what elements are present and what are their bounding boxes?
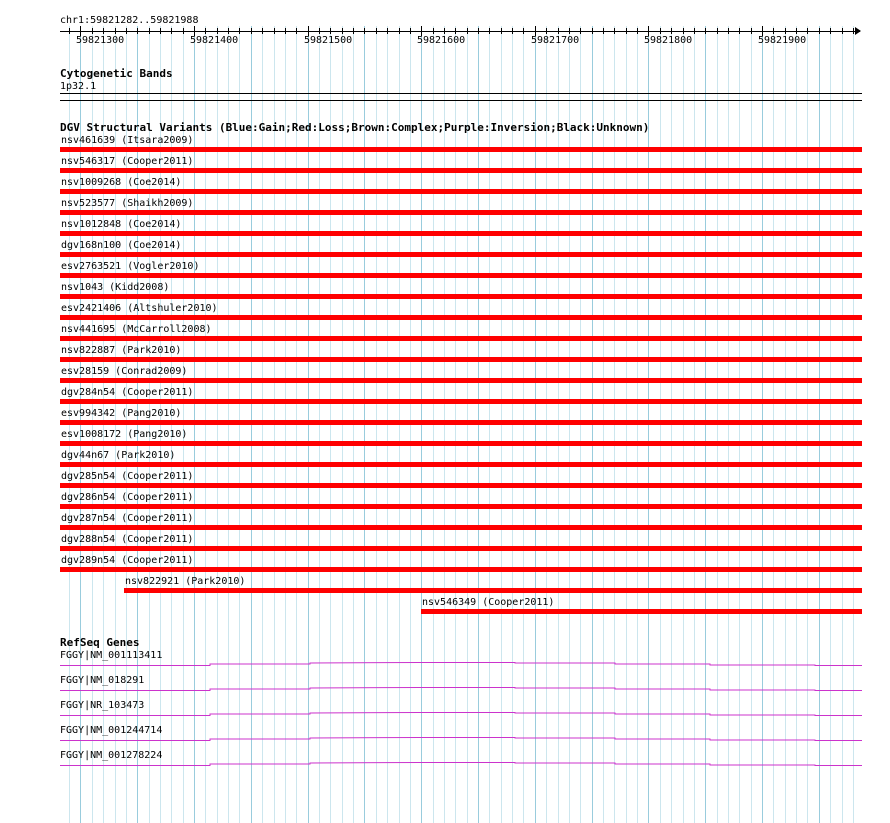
- refseq-gene-line[interactable]: [60, 763, 862, 766]
- refseq-gene-label[interactable]: FGGY|NM_001278224: [60, 750, 163, 761]
- dgv-feature-label[interactable]: nsv546349 (Cooper2011): [422, 597, 555, 608]
- ruler-tick-label: 59821300: [76, 35, 125, 46]
- dgv-feature-label[interactable]: nsv1009268 (Coe2014): [61, 177, 182, 188]
- dgv-feature-label[interactable]: esv2763521 (Vogler2010): [61, 261, 200, 272]
- dgv-feature-label[interactable]: dgv168n100 (Coe2014): [61, 240, 182, 251]
- dgv-feature-label[interactable]: dgv287n54 (Cooper2011): [61, 513, 194, 524]
- dgv-feature-label[interactable]: dgv289n54 (Cooper2011): [61, 555, 194, 566]
- dgv-feature-label[interactable]: dgv44n67 (Park2010): [61, 450, 176, 461]
- cyto-band-label: 1p32.1: [60, 81, 97, 92]
- refseq-gene-line[interactable]: [60, 663, 862, 666]
- cyto-track-title: Cytogenetic Bands: [60, 67, 173, 80]
- dgv-feature-label[interactable]: dgv286n54 (Cooper2011): [61, 492, 194, 503]
- dgv-feature-label[interactable]: nsv546317 (Cooper2011): [61, 156, 194, 167]
- ruler-tick-label: 59821900: [758, 35, 807, 46]
- dgv-feature-label[interactable]: dgv288n54 (Cooper2011): [61, 534, 194, 545]
- dgv-feature-label[interactable]: nsv1043 (Kidd2008): [61, 282, 170, 293]
- refseq-track-title: RefSeq Genes: [60, 636, 140, 649]
- ruler-tick-label: 59821700: [531, 35, 580, 46]
- refseq-gene-line[interactable]: [60, 713, 862, 716]
- refseq-gene-label[interactable]: FGGY|NM_001244714: [60, 725, 163, 736]
- dgv-feature-label[interactable]: esv28159 (Conrad2009): [61, 366, 188, 377]
- dgv-feature-label[interactable]: esv994342 (Pang2010): [61, 408, 182, 419]
- dgv-feature-label[interactable]: dgv285n54 (Cooper2011): [61, 471, 194, 482]
- refseq-gene-label[interactable]: FGGY|NM_018291: [60, 675, 145, 686]
- ruler-tick-label: 59821400: [190, 35, 239, 46]
- refseq-gene-line[interactable]: [60, 738, 862, 741]
- dgv-feature-label[interactable]: nsv822921 (Park2010): [125, 576, 246, 587]
- dgv-feature-label[interactable]: nsv1012848 (Coe2014): [61, 219, 182, 230]
- dgv-feature-label[interactable]: nsv461639 (Itsara2009): [61, 135, 194, 146]
- ruler-tick-label: 59821500: [304, 35, 353, 46]
- location-label: chr1:59821282..59821988: [60, 15, 199, 26]
- dgv-track-title: DGV Structural Variants (Blue:Gain;Red:Loss;Brown:Complex;Purple:Inversion;Black:Unknown): [60, 121, 650, 134]
- refseq-gene-label[interactable]: FGGY|NR_103473: [60, 700, 145, 711]
- dgv-feature-label[interactable]: nsv822887 (Park2010): [61, 345, 182, 356]
- dgv-feature-label[interactable]: nsv441695 (McCarroll2008): [61, 324, 212, 335]
- dgv-feature-label[interactable]: esv2421406 (Altshuler2010): [61, 303, 218, 314]
- ruler-tick-label: 59821800: [644, 35, 693, 46]
- refseq-gene-label[interactable]: FGGY|NM_001113411: [60, 650, 163, 661]
- dgv-feature-label[interactable]: nsv523577 (Shaikh2009): [61, 198, 194, 209]
- ruler-tick-label: 59821600: [417, 35, 466, 46]
- refseq-gene-line[interactable]: [60, 688, 862, 691]
- dgv-feature-label[interactable]: dgv284n54 (Cooper2011): [61, 387, 194, 398]
- dgv-feature-label[interactable]: esv1008172 (Pang2010): [61, 429, 188, 440]
